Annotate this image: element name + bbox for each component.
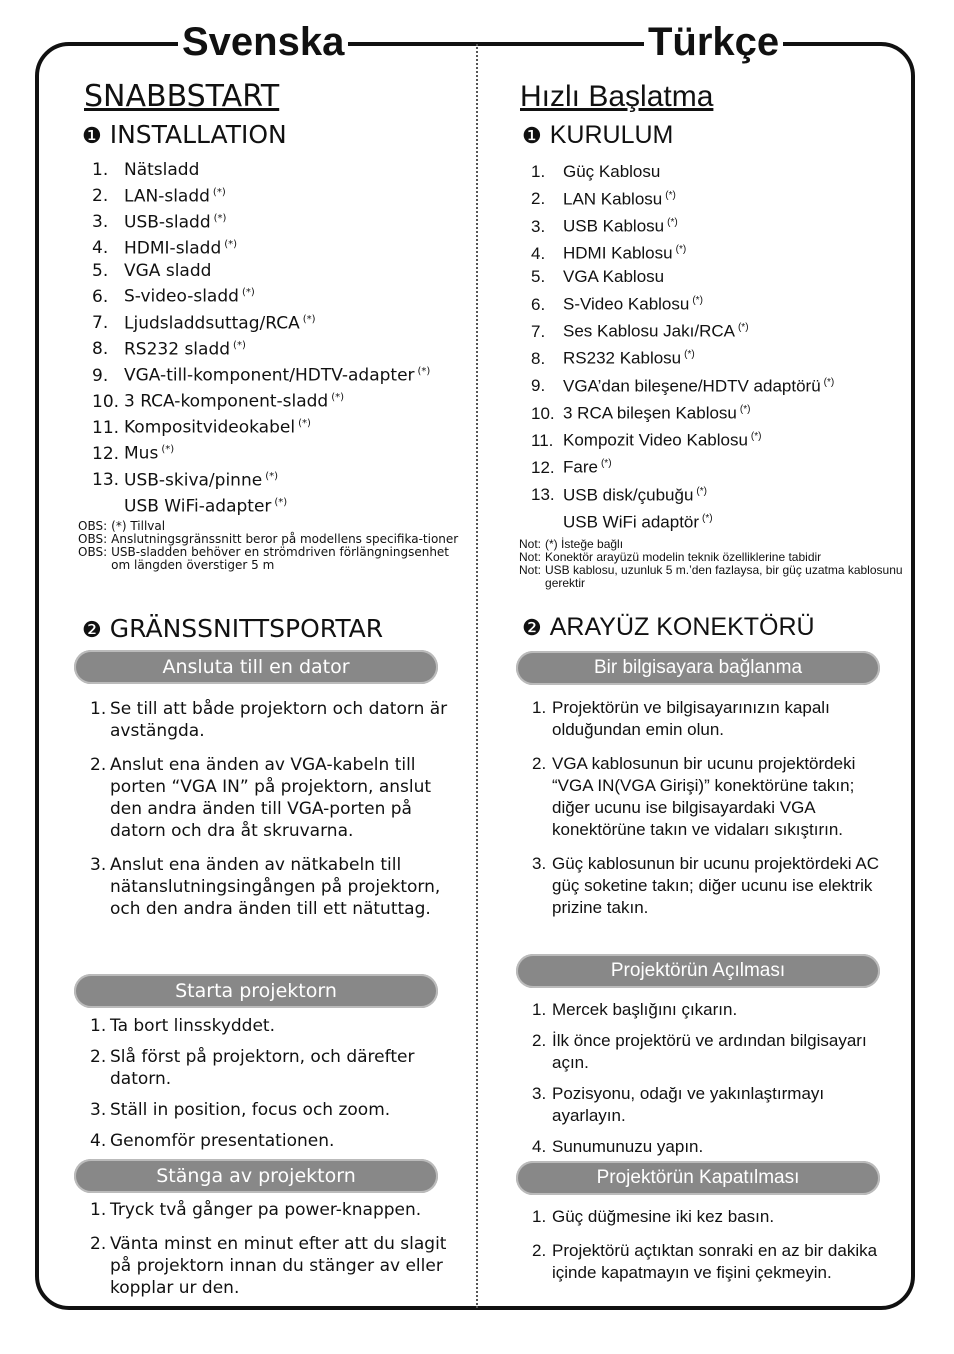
note-row — [519, 564, 911, 590]
step-item — [532, 1083, 892, 1127]
step-number: 1. — [90, 699, 107, 719]
steps-stop — [90, 1199, 450, 1311]
note-text: Anslutningsgränssnitt beror på modellens specifika-tioner — [111, 532, 459, 546]
optional-mark: (*) — [737, 322, 749, 334]
step-number: 2. — [90, 755, 107, 775]
optional-mark: (*) — [696, 485, 707, 497]
optional-mark: (*) — [265, 470, 278, 482]
step-text: VGA kablosunun bir ucunu projektördeki “VGA IN(VGA Girişi)” konektörüne takın; diğer ucunu ise bilgisayardaki VGA konektörüne takın ve vidaları sıkıştırın. — [552, 754, 856, 839]
step-number: 1. — [90, 1200, 107, 1220]
step-item — [90, 1130, 450, 1152]
section-number-2: ❷ — [82, 618, 102, 643]
list-item — [92, 208, 430, 234]
item-text: USB WiFi-adapter — [124, 496, 272, 517]
item-number: 2. — [92, 186, 109, 207]
step-number: 1. — [532, 698, 547, 717]
installation-list — [531, 160, 834, 534]
item-text: Güç Kablosu — [563, 162, 661, 181]
installation-list — [92, 159, 430, 518]
item-number: 8. — [531, 349, 546, 369]
item-number: 7. — [531, 321, 546, 341]
item-number: 3. — [531, 216, 546, 236]
step-text: Güç düğmesine iki kez basın. — [552, 1207, 775, 1226]
step-item — [90, 1046, 450, 1090]
step-number: 2. — [90, 1234, 107, 1254]
item-number: 6. — [92, 287, 109, 308]
step-number: 1. — [532, 1207, 547, 1226]
item-text: VGA-till-komponent/HDTV-adapter — [124, 365, 415, 386]
item-number: 13. — [92, 470, 120, 491]
step-item — [90, 1199, 450, 1221]
item-text: USB WiFi adaptör — [563, 512, 700, 532]
item-number: 1. — [92, 160, 109, 180]
step-number: 3. — [532, 854, 547, 873]
step-item — [532, 1240, 892, 1284]
note-label: OBS: — [78, 519, 108, 533]
steps-connect — [532, 697, 892, 931]
item-text: Fare — [563, 458, 598, 478]
step-number: 4. — [90, 1131, 107, 1151]
list-item — [92, 335, 430, 361]
column-divider — [476, 44, 478, 1308]
section-installation-heading — [82, 120, 287, 152]
list-item — [92, 260, 430, 283]
list-item — [92, 182, 430, 208]
item-text: USB disk/çubuğu — [563, 485, 694, 505]
optional-mark: (*) — [823, 376, 835, 388]
item-number: 7. — [92, 313, 109, 334]
list-item — [92, 361, 430, 387]
item-text: Ljudsladdsuttag/RCA — [124, 313, 300, 334]
step-text: Sunumunuzu yapın. — [552, 1137, 704, 1156]
optional-mark: (*) — [702, 512, 713, 524]
item-number: 5. — [92, 260, 109, 281]
item-number: 10. — [92, 391, 120, 412]
step-text: Mercek başlığını çıkarın. — [552, 1000, 738, 1019]
note-text: (*) Tillval — [111, 519, 166, 533]
item-number: 13. — [531, 485, 555, 505]
step-item — [532, 999, 892, 1021]
list-item — [531, 289, 834, 316]
note-text: USB kablosu, uzunluk 5 m.’den fazlaysa, bir güç uzatma kablosunu gerektir — [545, 563, 903, 590]
item-text: S-video-sladd — [124, 287, 239, 308]
optional-mark: (*) — [241, 287, 255, 299]
item-number: 2. — [531, 189, 546, 209]
item-text: VGA’dan bileşene/HDTV adaptörü — [563, 376, 821, 396]
note-row — [78, 546, 470, 572]
list-item — [531, 480, 834, 507]
step-text: Se till att både projektorn och datorn är avstängda. — [110, 699, 448, 741]
notes — [78, 520, 470, 572]
list-item — [531, 425, 834, 452]
item-number: 5. — [531, 267, 546, 287]
note-text: USB-sladden behöver en strömdriven förlängningsenhet om längden överstiger 5 m — [111, 545, 450, 572]
note-label: Not: — [519, 537, 542, 551]
section-interface-heading — [522, 612, 815, 643]
section-installation-heading — [522, 120, 673, 151]
optional-mark: (*) — [233, 339, 246, 351]
step-text: Tryck två gånger pa power-knappen. — [110, 1200, 422, 1220]
list-item — [531, 211, 834, 238]
item-text: HDMI Kablosu — [563, 243, 673, 263]
optional-mark: (*) — [212, 186, 226, 198]
step-number: 2. — [532, 754, 547, 773]
optional-mark: (*) — [298, 418, 311, 430]
item-text: Nätsladd — [124, 160, 200, 180]
step-item — [90, 854, 450, 920]
item-text: USB-sladd — [124, 212, 211, 233]
section-pill-stop: Stänga av projektorn — [74, 1159, 438, 1193]
optional-mark: (*) — [331, 392, 345, 404]
step-item — [90, 1099, 450, 1121]
optional-mark: (*) — [675, 244, 687, 256]
item-text: USB-skiva/pinne — [124, 470, 263, 491]
list-item — [92, 492, 430, 518]
step-text: Anslut ena änden av nätkabeln till nätanslutningsingången på projektorn, och den andra änden till ett nätuttag. — [110, 855, 441, 919]
step-item — [532, 1206, 892, 1228]
optional-mark: (*) — [665, 189, 676, 201]
item-text: 3 RCA-komponent-sladd — [124, 391, 329, 412]
list-item — [531, 343, 834, 370]
note-label: OBS: — [78, 545, 108, 559]
section-pill-connect: Bir bilgisayara bağlanma — [516, 651, 880, 685]
item-text: Kompozit Video Kablosu — [563, 430, 748, 450]
list-item — [531, 184, 834, 211]
item-number: 10. — [531, 403, 555, 423]
item-text: 3 RCA bileşen Kablosu — [563, 403, 737, 423]
item-number: 11. — [531, 430, 554, 450]
section-number-1: ❶ — [82, 124, 102, 149]
step-item — [532, 1030, 892, 1074]
list-item — [92, 309, 430, 335]
list-item — [92, 282, 430, 308]
item-number: 9. — [92, 365, 109, 386]
note-text: (*) İsteğe bağlı — [545, 537, 624, 551]
item-number: 3. — [92, 212, 109, 233]
item-text: RS232 Kablosu — [563, 349, 682, 369]
step-number: 2. — [532, 1031, 547, 1050]
item-text: S-Video Kablosu — [563, 294, 690, 314]
item-text: LAN Kablosu — [563, 189, 663, 209]
list-item — [531, 238, 834, 265]
list-item — [531, 265, 834, 289]
step-number: 3. — [90, 855, 107, 875]
note-text: Konektör arayüzü modelin teknik özelliklerine tabidir — [545, 550, 822, 564]
note-label: Not: — [519, 563, 542, 577]
section-pill-connect: Ansluta till en dator — [74, 650, 438, 684]
page-title: Hızlı Başlatma — [520, 80, 714, 113]
item-text: Mus — [124, 444, 159, 465]
item-text: HDMI-sladd — [124, 238, 222, 259]
optional-mark: (*) — [750, 431, 762, 443]
section-title: ARAYÜZ KONEKTÖRÜ — [549, 613, 815, 641]
optional-mark: (*) — [600, 458, 612, 470]
step-item — [90, 754, 450, 842]
item-text: Ses Kablosu Jakı/RCA — [563, 321, 735, 341]
item-number: 4. — [92, 238, 109, 259]
note-label: OBS: — [78, 532, 108, 546]
item-number: 6. — [531, 294, 546, 314]
step-number: 3. — [90, 1100, 107, 1120]
list-item — [531, 452, 834, 479]
step-text: Vänta minst en minut efter att du slagit på projektorn innan du stänger av eller kopplar ur den. — [110, 1234, 447, 1298]
section-title: GRÄNSSNITTSPORTAR — [109, 614, 384, 643]
section-number-2: ❷ — [522, 615, 542, 640]
lang-title-left: Svenska — [178, 20, 348, 64]
item-text: VGA Kablosu — [563, 267, 665, 287]
step-item — [532, 853, 892, 919]
list-item — [531, 160, 834, 184]
step-text: Ta bort linsskyddet. — [110, 1016, 275, 1036]
list-item — [92, 439, 430, 465]
steps-start — [532, 999, 892, 1167]
lang-title-right: Türkçe — [644, 20, 783, 64]
step-item — [90, 1015, 450, 1037]
steps-stop — [532, 1206, 892, 1296]
list-item — [92, 159, 430, 182]
step-text: Projektörün ve bilgisayarınızın kapalı olduğundan emin olun. — [552, 698, 830, 739]
item-text: LAN-sladd — [124, 186, 210, 207]
section-pill-start: Projektörün Açılması — [516, 954, 880, 988]
step-number: 1. — [532, 1000, 547, 1019]
section-interface-heading — [82, 614, 383, 646]
optional-mark: (*) — [739, 403, 751, 415]
optional-mark: (*) — [692, 294, 703, 306]
item-text: RS232 sladd — [124, 339, 231, 360]
page-title: SNABBSTART — [84, 79, 280, 114]
section-pill-stop: Projektörün Kapatılması — [516, 1161, 880, 1195]
optional-mark: (*) — [274, 496, 288, 508]
item-text: Kompositvideokabel — [124, 417, 296, 438]
step-item — [532, 753, 892, 841]
section-title: KURULUM — [549, 121, 674, 149]
step-text: Slå först på projektorn, och därefter datorn. — [110, 1047, 415, 1089]
notes — [519, 538, 911, 590]
list-item — [531, 507, 834, 534]
step-text: Pozisyonu, odağı ve yakınlaştırmayı ayarlayın. — [552, 1084, 825, 1125]
optional-mark: (*) — [213, 212, 227, 224]
item-number: 9. — [531, 376, 546, 396]
steps-connect — [90, 698, 450, 932]
optional-mark: (*) — [161, 444, 175, 456]
section-number-1: ❶ — [522, 123, 542, 148]
list-item — [92, 387, 430, 413]
step-text: Güç kablosunun bir ucunu projektördeki AC güç soketine takın; diğer ucunu ise elektrik prizine takın. — [552, 854, 879, 917]
steps-start — [90, 1015, 450, 1161]
optional-mark: (*) — [417, 365, 431, 377]
list-item — [92, 466, 430, 492]
step-item — [90, 1233, 450, 1299]
item-text: VGA sladd — [124, 260, 212, 281]
step-text: Ställ in position, focus och zoom. — [110, 1100, 391, 1120]
step-text: Projektörü açtıktan sonraki en az bir dakika içinde kapatmayın ve fişini çekmeyin. — [552, 1241, 878, 1282]
step-text: Anslut ena änden av VGA-kabeln till porten “VGA IN” på projektorn, anslut den andra änden till VGA-porten på datorn och dra åt skruvarna. — [110, 755, 432, 841]
optional-mark: (*) — [667, 216, 678, 228]
section-pill-start: Starta projektorn — [74, 974, 438, 1008]
item-number: 11. — [92, 417, 120, 438]
item-text: USB Kablosu — [563, 216, 665, 236]
step-number: 2. — [90, 1047, 107, 1067]
step-item — [90, 698, 450, 742]
optional-mark: (*) — [224, 238, 238, 250]
step-number: 1. — [90, 1016, 107, 1036]
optional-mark: (*) — [684, 349, 695, 361]
list-item — [531, 398, 834, 425]
optional-mark: (*) — [302, 313, 316, 325]
section-title: INSTALLATION — [109, 120, 287, 149]
step-number: 2. — [532, 1241, 547, 1260]
step-item — [532, 1136, 892, 1158]
item-number: 1. — [531, 162, 546, 181]
list-item — [92, 413, 430, 439]
note-label: Not: — [519, 550, 542, 564]
item-number: 4. — [531, 243, 546, 263]
step-text: İlk önce projektörü ve ardından bilgisayarı açın. — [552, 1031, 867, 1072]
step-number: 3. — [532, 1084, 547, 1103]
step-number: 4. — [532, 1137, 547, 1156]
step-text: Genomför presentationen. — [110, 1131, 335, 1151]
list-item — [92, 234, 430, 260]
item-number: 12. — [92, 444, 120, 465]
item-number: 8. — [92, 339, 109, 360]
step-item — [532, 697, 892, 741]
item-number: 12. — [531, 458, 555, 478]
list-item — [531, 316, 834, 343]
list-item — [531, 371, 834, 398]
